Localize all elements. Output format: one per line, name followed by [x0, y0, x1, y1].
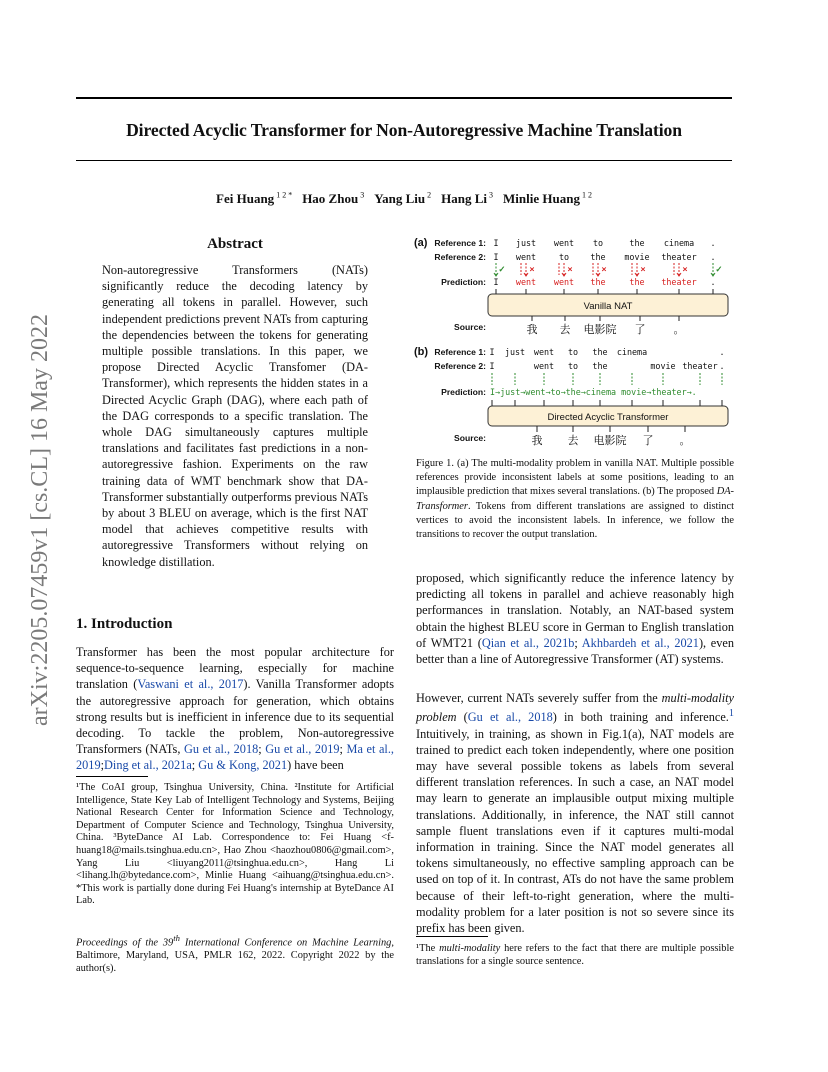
text-run: , Baltimore, Maryland, USA, PMLR 162, 2022. Copyright 2022 by the author(s).	[76, 937, 394, 974]
introduction-paragraph	[76, 644, 394, 774]
footnote-rule	[76, 776, 148, 777]
cross-icon: ×	[601, 264, 607, 274]
text-run: ¹The	[416, 943, 440, 954]
figure-1	[412, 232, 736, 452]
text-run: ;	[191, 758, 199, 773]
cross-icon: ×	[682, 264, 688, 274]
prediction-token: I	[493, 277, 499, 287]
text-run: . Tokens from different translations are assigned to distinct vertices to avoid the inconsistent labels. In inference, we follow the transitions to recover the output translation.	[416, 500, 734, 541]
text-run: ;	[100, 758, 105, 773]
paper-title: Directed Acyclic Transformer for Non-Autoregressive Machine Translation	[126, 120, 682, 140]
superscript: th	[173, 933, 180, 943]
author-5	[503, 191, 592, 206]
reference-2-token: the	[590, 252, 606, 262]
footnote-ref[interactable]: 1	[728, 708, 734, 720]
reference-1-token: I	[489, 347, 495, 357]
prediction-token: went	[553, 277, 575, 287]
footnote-rule	[416, 936, 488, 937]
prediction-label: Prediction:	[441, 277, 486, 287]
reference-1-token: the	[592, 347, 608, 357]
author-affiliation-marks: 2	[425, 191, 432, 200]
check-icon: ✓	[715, 264, 723, 274]
source-token: 电影院	[593, 434, 627, 447]
vanilla-nat-label: Vanilla NAT	[583, 301, 633, 312]
figure-1-diagram	[412, 232, 736, 452]
cross-icon: ×	[567, 264, 573, 274]
citation-link[interactable]: Qian et al., 2021b	[481, 635, 575, 650]
multimodality-footnote	[416, 943, 734, 968]
author-name: Hang Li	[441, 191, 488, 207]
abstract-heading: Abstract	[207, 236, 263, 252]
reference-2-token: the	[592, 361, 608, 371]
citation-link[interactable]: Ding et al., 2021a	[104, 758, 192, 773]
prediction-token: theater	[661, 277, 697, 287]
affiliation-footnote: ¹The CoAI group, Tsinghua University, China. ²Institute for Artificial Intelligence, State Key Lab of Intelligent Technology and Systems, Beijing National Research Center for Information Science and Technology, Department of Computer Science and Technology, Tsinghua University, China. ³ByteDance AI Lab. Correspondence to: Fei Huang <f-huang18@mails.tsinghua.edu.cn>, Hao Zhou <haozhou0806@gmail.com>, Yang Liu <liuyang2011@tsinghua.edu.cn>, Hang Li <lihang.lh@bytedance.com>, Minlie Huang <aihuang@tsinghua.edu.cn>. *This work is partially done during Fei Huang's internship at ByteDance AI Lab.	[76, 782, 394, 907]
introduction-paragraph-continued	[416, 570, 734, 667]
author-list	[76, 191, 732, 207]
prediction-token: the	[590, 277, 606, 287]
reference-1-token: just	[515, 238, 537, 248]
reference-1-label: Reference 1:	[434, 347, 486, 357]
author-2	[302, 191, 364, 206]
panel-b-label: (b)	[414, 346, 429, 358]
text-run: multi-modality	[439, 943, 501, 954]
reference-1-token: to	[592, 238, 604, 248]
citation-link[interactable]: Gu et al., 2019	[265, 742, 340, 757]
reference-2-token: to	[567, 361, 579, 371]
citation-link[interactable]: Akhbardeh et al., 2021	[581, 635, 699, 650]
reference-2-token: I	[489, 361, 495, 371]
text-run: proposed, which significantly reduce the inference latency by predicting all tokens in parallel and achieve reasonably high performances in translation. Notably, an NAT-based system obtain the highest BLEU score in German to English translation of WMT21 (	[416, 571, 734, 650]
reference-2-token: went	[533, 361, 555, 371]
author-name: Minlie Huang	[503, 191, 580, 207]
source-token: 我	[531, 434, 543, 447]
reference-1-token: .	[719, 347, 725, 357]
text-run: Transformer has been the most popular architecture for sequence-to-sequence learning, especially for machine translation (	[76, 645, 394, 692]
prediction-label: Prediction:	[441, 387, 486, 397]
source-token: 了	[634, 323, 646, 336]
arxiv-identifier-stamp: arXiv:2205.07459v1 [cs.CL] 16 May 2022	[27, 314, 53, 726]
text-run: (	[456, 710, 468, 725]
cross-icon: ×	[640, 264, 646, 274]
source-token: 去	[567, 434, 579, 447]
prediction-token: the	[629, 277, 645, 287]
text-run: International Conference on Machine Learning	[179, 937, 392, 949]
caption-label: Figure 1.	[416, 458, 454, 469]
dag-path-prediction: I→just→went→to→the→cinema movie→theater→.	[490, 387, 697, 397]
text-run: ;	[574, 635, 582, 650]
reference-2-label: Reference 2:	[434, 252, 486, 262]
reference-1-token: just	[504, 347, 526, 357]
text-run: ) have been	[287, 758, 344, 773]
introduction-paragraph-2	[416, 690, 734, 936]
author-affiliation-marks: 1 2	[579, 191, 592, 200]
source-token: 。	[673, 323, 685, 336]
author-name: Fei Huang	[216, 191, 275, 207]
reference-2-token: movie	[650, 361, 676, 371]
text-run: ) in both training and inference.	[552, 710, 729, 725]
text-run: However, current NATs severely suffer from the	[416, 691, 662, 705]
text-run: Proceedings of the 39	[76, 937, 174, 949]
text-run: ). Vanilla Transformer adopts the autoregressive approach for generation, which obtains strong results but is inefficient in inference due to its sequential decoding. To tackle the problem, Non-autoregressive Transformers (NATs,	[76, 677, 394, 757]
reference-2-token: I	[493, 252, 499, 262]
source-token: 我	[526, 323, 538, 336]
text-run: ;	[339, 742, 347, 757]
reference-1-token: went	[533, 347, 555, 357]
source-label: Source:	[454, 433, 486, 443]
dat-label: Directed Acyclic Transformer	[547, 412, 669, 423]
prediction-token: went	[515, 277, 537, 287]
reference-2-token: theater	[682, 361, 718, 371]
author-1	[216, 191, 292, 206]
cross-icon: ×	[529, 264, 535, 274]
reference-2-label: Reference 2:	[434, 361, 486, 371]
prediction-token: .	[710, 277, 716, 287]
citation-link[interactable]: Gu & Kong, 2021	[198, 758, 288, 773]
reference-1-token: I	[493, 238, 499, 248]
author-affiliation-marks: 3	[358, 191, 365, 200]
author-name: Yang Liu	[374, 191, 426, 207]
section-heading-introduction: 1. Introduction	[76, 616, 173, 632]
text-run: here refers to the fact that there are multiple possible translations for a single source sentence.	[416, 943, 734, 967]
author-4	[441, 191, 493, 206]
source-token: 了	[642, 434, 654, 447]
reference-1-token: .	[710, 238, 716, 248]
author-affiliation-marks: 3	[487, 191, 494, 200]
text-run: Intuitively, in training, as shown in Fig.1(a), NAT models are trained to predict each token independently, where one position may have several possible tokens as labels from several different translation references. In such a case, an NAT model may learn to generate an implausible output mixing multiple translations. Additionally, in inference, the NAT still cannot sample fluent translations even if it captures multi-modal information in training. Since the NAT model generates all tokens simultaneously, no effective sampling approach can be used on top of it. In contrast, ATs do not have the same problem because of their left-to-right generation, where the multi-modality problem for a later position is not so severe since its prefix has been given.	[416, 726, 734, 935]
check-icon: ✓	[498, 264, 506, 274]
reference-1-token: to	[567, 347, 579, 357]
source-token: 。	[679, 434, 691, 447]
author-name: Hao Zhou	[302, 191, 359, 207]
figure-caption	[416, 457, 734, 542]
reference-1-token: went	[553, 238, 575, 248]
author-3	[374, 191, 431, 206]
reference-2-token: .	[710, 252, 716, 262]
reference-2-token: went	[515, 252, 537, 262]
citation-link[interactable]: Vaswani et al., 2017	[137, 677, 244, 692]
text-run: DA-Transformer	[416, 486, 734, 512]
panel-a-label: (a)	[414, 237, 428, 249]
reference-1-token: cinema	[616, 347, 648, 357]
reference-1-token: cinema	[663, 238, 695, 248]
reference-1-label: Reference 1:	[434, 238, 486, 248]
citation-link[interactable]: Ma et al., 2019	[76, 742, 394, 773]
reference-2-token: .	[719, 361, 725, 371]
text-run: ), even better than a line of Autoregressive Transformer (AT) systems.	[416, 635, 734, 667]
citation-link[interactable]: Gu et al., 2018	[467, 710, 553, 725]
title-rule-bottom	[76, 160, 732, 161]
title-rule-top	[76, 97, 732, 99]
reference-2-token: to	[558, 252, 570, 262]
reference-2-token: theater	[661, 252, 697, 262]
text-run: (a) The multi-modality problem in vanilla NAT. Multiple possible references provide inconsistent labels at some positions, leading to an implausible prediction that mixes several translations. (b) The proposed	[416, 458, 734, 498]
source-token: 电影院	[583, 323, 617, 336]
source-token: 去	[559, 323, 571, 336]
text-run: multi-modality problem	[416, 691, 734, 725]
abstract-body: Non-autoregressive Transformers (NATs) significantly reduce the decoding latency by generating all tokens in parallel. However, such independent predictions prevent NATs from capturing the dependencies between the tokens for generating multiple possible translations. In this paper, we propose Directed Acyclic Transfomer (DA-Transformer), which represents the hidden states in a Directed Acyclic Graph (DAG), where each path of the DAG corresponds to a specific translation. The whole DAG simultaneously captures multiple translations and facilitates fast predictions in a non-autoregressive fashion. Experiments on the raw training data of WMT benchmark show that DA-Transformer substantially outperforms previous NATs by about 3 BLEU on average, which is the first NAT model that achieves competitive results with autoregressive Transformers without relying on knowledge distillation.	[102, 263, 368, 569]
reference-2-token: movie	[624, 252, 650, 262]
proceedings-notice	[76, 932, 394, 975]
source-label: Source:	[454, 322, 486, 332]
reference-1-token: the	[629, 238, 645, 248]
author-affiliation-marks: 1 2 *	[274, 191, 293, 200]
text-run: ;	[258, 742, 266, 757]
citation-link[interactable]: Gu et al., 2018	[183, 742, 259, 757]
